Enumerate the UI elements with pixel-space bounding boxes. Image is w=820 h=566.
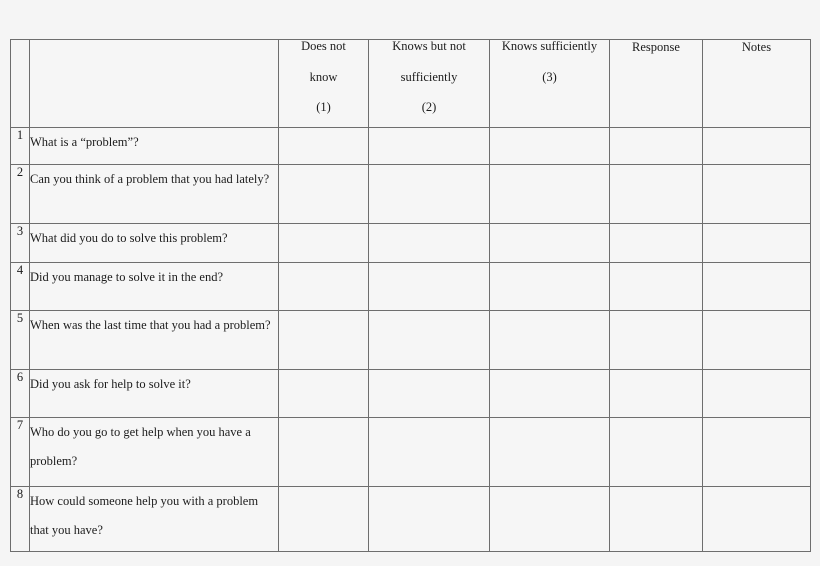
checkbox-cell-option-2[interactable]: [369, 487, 490, 552]
header-option-does-not-know: [279, 40, 369, 128]
row-question: [30, 370, 279, 418]
checkbox-cell-option-3[interactable]: [490, 418, 610, 487]
checkbox-cell-option-1[interactable]: [279, 263, 369, 311]
row-number: 3: [11, 224, 30, 263]
response-cell[interactable]: [610, 418, 703, 487]
row-question: [30, 224, 279, 263]
table-header-row: [11, 40, 811, 128]
checkbox-cell-option-3[interactable]: [490, 128, 610, 165]
header-option-1-line2: know: [309, 69, 338, 84]
assessment-table: [10, 39, 811, 552]
checkbox-cell-option-3[interactable]: [490, 165, 610, 224]
checkbox-cell-option-3[interactable]: [490, 224, 610, 263]
checkbox-cell-option-2[interactable]: [369, 128, 490, 165]
row-question: [30, 263, 279, 311]
header-option-knows-but-not-sufficiently: [369, 40, 490, 128]
checkbox-cell-option-3[interactable]: [490, 311, 610, 370]
row-question: [30, 311, 279, 370]
response-cell[interactable]: [610, 370, 703, 418]
header-response: Response: [610, 40, 703, 128]
row-question: [30, 418, 279, 487]
checkbox-cell-option-1[interactable]: [279, 165, 369, 224]
table-row: [11, 224, 811, 263]
checkbox-cell-option-2[interactable]: [369, 263, 490, 311]
notes-cell[interactable]: [703, 418, 811, 487]
notes-cell[interactable]: [703, 311, 811, 370]
question-text: Who do you go to get help when you have a problem?: [30, 425, 251, 468]
notes-cell[interactable]: [703, 487, 811, 552]
row-number: 8: [11, 487, 30, 552]
checkbox-cell-option-1[interactable]: [279, 487, 369, 552]
response-cell[interactable]: [610, 165, 703, 224]
notes-cell[interactable]: [703, 263, 811, 311]
table-row: [11, 128, 811, 165]
header-option-2-line3: (2): [421, 100, 437, 114]
row-question: [30, 165, 279, 224]
row-number: 6: [11, 370, 30, 418]
header-question-column: [30, 40, 279, 128]
response-cell[interactable]: [610, 487, 703, 552]
row-number: 7: [11, 418, 30, 487]
checkbox-cell-option-1[interactable]: [279, 128, 369, 165]
header-option-3-line1: Knows sufficiently: [501, 39, 598, 53]
header-option-knows-sufficiently: [490, 40, 610, 128]
table-body: [11, 128, 811, 552]
table-row: [11, 370, 811, 418]
notes-cell[interactable]: [703, 370, 811, 418]
question-text: When was the last time that you had a problem?: [30, 318, 271, 332]
table-row: [11, 487, 811, 552]
row-question: [30, 487, 279, 552]
question-text: Did you manage to solve it in the end?: [30, 270, 224, 284]
response-cell[interactable]: [610, 128, 703, 165]
checkbox-cell-option-1[interactable]: [279, 370, 369, 418]
table-row: [11, 165, 811, 224]
question-text: What is a “problem”?: [30, 135, 139, 149]
checkbox-cell-option-2[interactable]: [369, 370, 490, 418]
checkbox-cell-option-1[interactable]: [279, 311, 369, 370]
header-option-2-line2: sufficiently: [400, 69, 458, 84]
checkbox-cell-option-2[interactable]: [369, 224, 490, 263]
header-option-2-line1: Knows but not: [392, 39, 466, 53]
row-number: 1: [11, 128, 30, 165]
checkbox-cell-option-3[interactable]: [490, 370, 610, 418]
checkbox-cell-option-2[interactable]: [369, 418, 490, 487]
row-number: 5: [11, 311, 30, 370]
question-text: What did you do to solve this problem?: [30, 231, 228, 245]
header-number-column: [11, 40, 30, 128]
checkbox-cell-option-1[interactable]: [279, 224, 369, 263]
response-cell[interactable]: [610, 224, 703, 263]
question-text: Can you think of a problem that you had lately?: [30, 172, 270, 186]
checkbox-cell-option-1[interactable]: [279, 418, 369, 487]
header-notes: Notes: [703, 40, 811, 128]
checkbox-cell-option-2[interactable]: [369, 311, 490, 370]
table-row: [11, 418, 811, 487]
checkbox-cell-option-3[interactable]: [490, 487, 610, 552]
checkbox-cell-option-2[interactable]: [369, 165, 490, 224]
notes-cell[interactable]: [703, 128, 811, 165]
checkbox-cell-option-3[interactable]: [490, 263, 610, 311]
notes-cell[interactable]: [703, 224, 811, 263]
header-option-1-line3: (1): [316, 100, 331, 114]
header-option-3-line3: (3): [542, 69, 557, 84]
row-question: [30, 128, 279, 165]
table-row: [11, 311, 811, 370]
response-cell[interactable]: [610, 263, 703, 311]
header-option-1-line1: Does not: [301, 39, 346, 53]
row-number: 4: [11, 263, 30, 311]
question-text: Did you ask for help to solve it?: [30, 377, 191, 391]
row-number: 2: [11, 165, 30, 224]
question-text: How could someone help you with a problem that you have?: [30, 494, 259, 537]
table-row: [11, 263, 811, 311]
response-cell[interactable]: [610, 311, 703, 370]
notes-cell[interactable]: [703, 165, 811, 224]
